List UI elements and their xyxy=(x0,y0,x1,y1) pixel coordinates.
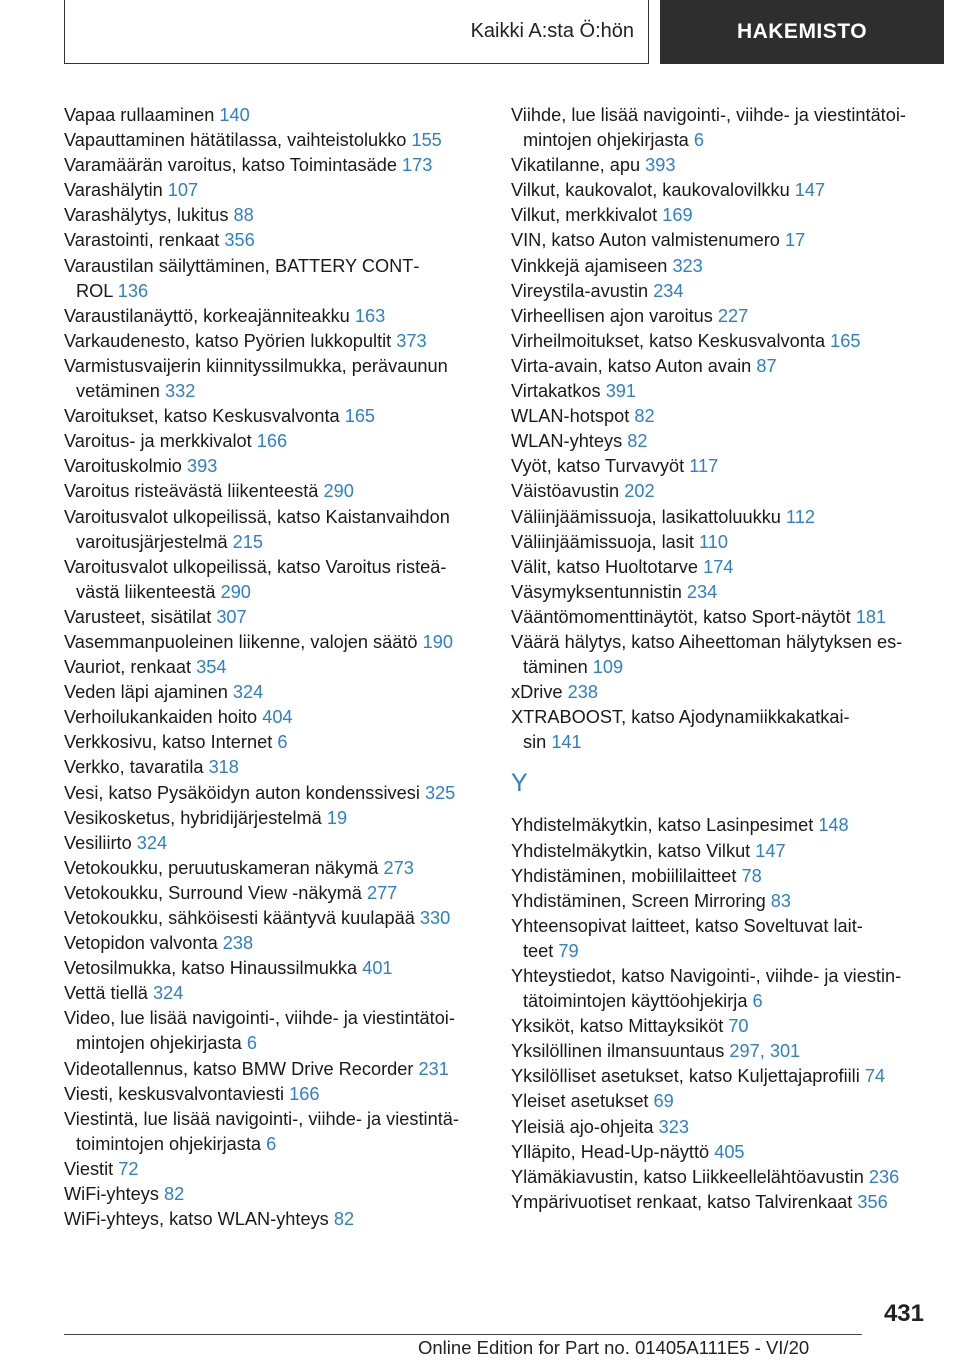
page-reference-link[interactable]: 324 xyxy=(152,983,184,1004)
index-entry-text: Vesikosketus, hybridijärjestelmä xyxy=(64,807,327,828)
page-reference-link[interactable]: 110 xyxy=(699,531,729,552)
page-reference-link[interactable]: 231 xyxy=(418,1058,449,1079)
page-reference-link[interactable]: 165 xyxy=(344,406,376,427)
index-entry-line xyxy=(511,989,931,1014)
page-reference-link[interactable]: 166 xyxy=(256,431,288,452)
page-reference-link[interactable]: 332 xyxy=(164,381,196,402)
index-entry-text: teet xyxy=(523,940,559,961)
index-entry-line xyxy=(64,530,484,555)
index-group-v xyxy=(511,103,931,755)
index-entry-line xyxy=(511,279,931,304)
page-reference-link[interactable]: 227 xyxy=(717,305,749,326)
page-reference-link[interactable]: 82 xyxy=(634,406,655,427)
page-reference-link[interactable]: 107 xyxy=(167,180,199,201)
index-entry-line xyxy=(511,813,931,838)
index-entry-line xyxy=(64,730,484,755)
index-entry-text: Vesiliirto xyxy=(64,832,137,853)
index-entry-line xyxy=(64,781,484,806)
page-reference-link[interactable]: 324 xyxy=(232,682,264,703)
index-entry-line xyxy=(64,203,484,228)
index-entry-line xyxy=(511,939,931,964)
index-entry-line xyxy=(511,1140,931,1165)
index-entry-text: sin xyxy=(523,732,552,753)
page-reference-link[interactable]: 166 xyxy=(289,1083,320,1104)
index-entry-line xyxy=(64,479,484,504)
index-entry-text: Virtakatkos xyxy=(511,381,606,402)
index-entry-line xyxy=(64,881,484,906)
page-reference-link[interactable]: 404 xyxy=(262,707,293,728)
page-reference-link[interactable]: 78 xyxy=(741,865,762,886)
page-reference-link[interactable]: 112 xyxy=(785,506,815,527)
page-reference-link[interactable]: 202 xyxy=(624,481,655,502)
index-entry-line xyxy=(511,914,931,939)
index-entry-text: Varoitusvalot ulkopeilissä, katso Varoitus risteä‐ xyxy=(64,556,447,577)
page-reference-link[interactable]: 323 xyxy=(672,255,703,276)
index-entry-text: Ylämäkiavustin, katso Liikkeellelähtöavustin xyxy=(511,1166,869,1187)
index-entry-line xyxy=(511,864,931,889)
page-reference-link[interactable]: 236 xyxy=(868,1166,900,1187)
footer-edition-text: Online Edition for Part no. 01405A111E5 - VI/20 xyxy=(418,1337,810,1358)
index-entry-text: Varoitusvalot ulkopeilissä, katso Kaistanvaihdon xyxy=(64,506,450,527)
index-entry-text: Varusteet, sisätilat xyxy=(64,606,217,627)
index-entry-line xyxy=(64,931,484,956)
page-number: 431 xyxy=(883,1300,924,1327)
page-reference-link[interactable]: 354 xyxy=(196,657,227,678)
page-reference-link[interactable]: 165 xyxy=(830,330,861,351)
index-entry-line xyxy=(511,429,931,454)
index-entry-line xyxy=(511,1089,931,1114)
index-entry-text: mintojen ohjekirjasta xyxy=(523,130,694,151)
index-entry-text: WiFi-yhteys, katso WLAN-yhteys xyxy=(64,1209,334,1230)
index-entry-line xyxy=(64,254,484,279)
index-entry-text: Vapaa rullaaminen xyxy=(64,105,220,125)
index-entry-text: Yhdistäminen, Screen Mirroring xyxy=(511,890,771,911)
header-section-tab[interactable] xyxy=(64,0,649,64)
index-entry-text: tätoimintojen käyttöohjekirja xyxy=(523,991,753,1012)
index-entry-text: Vyöt, katso Turvavyöt xyxy=(511,456,690,477)
index-entry-text: Vääntömomenttinäytöt, katso Sport-näytöt xyxy=(511,606,856,627)
index-entry-text: Ympärivuotiset renkaat, katso Talvirenkaat xyxy=(511,1191,858,1212)
page-reference-link[interactable]: 147 xyxy=(794,180,826,201)
header-active-tab-label: HAKEMISTO xyxy=(736,20,868,43)
index-entry-line xyxy=(511,839,931,864)
page-reference-link[interactable]: 88 xyxy=(233,205,254,226)
index-entry-line xyxy=(511,454,931,479)
index-entry-text: Yleiset asetukset xyxy=(511,1091,654,1112)
page-reference-link[interactable]: 401 xyxy=(362,958,393,979)
index-entry-line xyxy=(64,1207,484,1232)
index-entry-line xyxy=(511,730,931,755)
page-reference-link[interactable]: 238 xyxy=(567,682,598,703)
index-entry-line xyxy=(64,1031,484,1056)
index-entry-line xyxy=(64,505,484,530)
page-reference-link[interactable]: 82 xyxy=(627,431,648,452)
index-entry-line xyxy=(64,680,484,705)
index-entry-line xyxy=(511,555,931,580)
page-reference-link[interactable]: 163 xyxy=(354,305,386,326)
index-entry-text: Verhoilukankaiden hoito xyxy=(64,707,263,728)
index-entry-line xyxy=(64,956,484,981)
index-entry-text: Varoitukset, katso Keskusvalvonta xyxy=(64,406,345,427)
index-entry-line xyxy=(64,831,484,856)
section-letter: Y xyxy=(511,769,528,798)
index-entry-text: Virheellisen ajon varoitus xyxy=(511,305,718,326)
index-entry-line xyxy=(511,1039,931,1064)
page-reference-link[interactable]: 373 xyxy=(396,330,427,351)
index-entry-text: XTRABOOST, katso Ajodynamiikkakatkai‐ xyxy=(511,707,850,728)
index-entry-text: Videotallennus, katso BMW Drive Recorder xyxy=(64,1058,419,1079)
index-entry-line xyxy=(64,404,484,429)
index-entry-text: Vetokoukku, Surround View -näkymä xyxy=(64,882,367,903)
index-entry-line xyxy=(511,354,931,379)
index-entry-line xyxy=(64,806,484,831)
index-entry-line xyxy=(64,103,484,128)
index-entry-text: Varamäärän varoitus, katso Toimintasäde xyxy=(64,155,402,176)
page-reference-link[interactable]: 181 xyxy=(855,606,887,627)
index-entry-line xyxy=(511,329,931,354)
index-entry-text: mintojen ohjekirjasta xyxy=(76,1033,247,1054)
index-entry-line xyxy=(511,1014,931,1039)
index-entry-line xyxy=(64,580,484,605)
page-reference-link[interactable]: 190 xyxy=(422,631,453,652)
page-reference-link[interactable]: 87 xyxy=(756,355,777,376)
index-entry-line xyxy=(511,203,931,228)
index-entry-text: Vetokoukku, sähköisesti kääntyvä kuulapää xyxy=(64,908,420,928)
page-reference-link[interactable]: 6 xyxy=(752,991,763,1012)
index-entry-text: VIN, katso Auton valmistenumero xyxy=(511,230,785,251)
page-reference-link[interactable]: 393 xyxy=(645,155,676,176)
index-entry-text: Viihde, lue lisää navigointi-, viihde- ja viestintätoi‐ xyxy=(511,105,906,125)
index-entry-line xyxy=(64,1107,484,1132)
index-entry-text: Vauriot, renkaat xyxy=(64,657,197,678)
index-entry-line xyxy=(511,178,931,203)
index-entry-line xyxy=(511,153,931,178)
index-entry-text: Varmistusvaijerin kiinnityssilmukka, perävaunun xyxy=(64,355,448,376)
page-reference-link[interactable]: 356 xyxy=(224,230,255,251)
page-reference-link[interactable]: 325 xyxy=(424,782,456,803)
index-entry-line xyxy=(64,329,484,354)
index-entry-line xyxy=(64,279,484,304)
index-column-right xyxy=(511,103,931,1215)
index-entry-line xyxy=(64,1182,484,1207)
index-entry-line xyxy=(64,1057,484,1082)
index-entry-line xyxy=(511,1190,931,1215)
page-reference-link[interactable]: 290 xyxy=(323,481,354,502)
index-entry-line xyxy=(511,889,931,914)
index-entry-text: Varashälytys, lukitus xyxy=(64,205,234,226)
index-entry-text: Väärä hälytys, katso Aiheettoman hälytyksen es‐ xyxy=(511,631,903,652)
index-entry-text: Video, lue lisää navigointi-, viihde- ja viestintätoi‐ xyxy=(64,1008,455,1029)
index-entry-text: Vireystila-avustin xyxy=(511,280,654,301)
index-entry-line xyxy=(64,128,484,153)
index-entry-text: Vinkkejä ajamiseen xyxy=(511,255,673,276)
index-entry-text: Vesi, katso Pysäköidyn auton kondenssivesi xyxy=(64,782,425,803)
page-reference-link[interactable]: 117 xyxy=(689,456,719,477)
index-entry-line xyxy=(64,304,484,329)
index-entry-line xyxy=(511,1064,931,1089)
index-entry-text: Yksiköt, katso Mittayksiköt xyxy=(511,1016,729,1037)
page-reference-link[interactable]: 147 xyxy=(755,840,786,861)
index-entry-text: Väistöavustin xyxy=(511,481,625,502)
index-entry-line xyxy=(511,254,931,279)
page-reference-link[interactable]: 318 xyxy=(208,757,239,778)
page-reference-link[interactable]: 234 xyxy=(686,581,718,602)
page-reference-link[interactable]: 6 xyxy=(277,732,288,753)
index-entry-line xyxy=(64,153,484,178)
index-entry-text: Vasemmanpuoleinen liikenne, valojen säätö xyxy=(64,631,423,652)
index-entry-text: Verkko, tavaratila xyxy=(64,757,209,778)
index-entry-line xyxy=(511,605,931,630)
index-entry-line xyxy=(511,479,931,504)
index-entry-line xyxy=(511,128,931,153)
index-entry-text: WiFi-yhteys xyxy=(64,1184,165,1205)
index-entry-text: toimintojen ohjekirjasta xyxy=(76,1133,267,1154)
index-entry-text: Ylläpito, Head-Up-näyttö xyxy=(511,1141,715,1162)
index-entry-text: varoitusjärjestelmä xyxy=(76,531,233,552)
page-reference-link[interactable]: 82 xyxy=(333,1209,355,1230)
index-entry-line xyxy=(511,304,931,329)
index-entry-text: Vetopidon valvonta xyxy=(64,933,223,954)
index-entry-line xyxy=(64,605,484,630)
index-entry-text: vetäminen xyxy=(76,381,165,402)
index-entry-text: ROL xyxy=(76,280,118,301)
page-reference-link[interactable]: 6 xyxy=(266,1133,277,1154)
page-reference-link[interactable]: 330 xyxy=(419,908,451,928)
index-entry-text: Varoituskolmio xyxy=(64,456,187,477)
index-column-left xyxy=(64,103,484,1232)
page-reference-link[interactable]: 155 xyxy=(411,130,442,151)
index-entry-text: Yhteensopivat laitteet, katso Soveltuvat lait‐ xyxy=(511,915,863,936)
page-reference-link[interactable]: 169 xyxy=(662,205,693,226)
index-entry-line xyxy=(511,964,931,989)
index-entry-text: Vilkut, kaukovalot, kaukovalovilkku xyxy=(511,180,795,201)
page-reference-link[interactable]: 148 xyxy=(818,815,849,836)
index-entry-text: Vetokoukku, peruutuskameran näkymä xyxy=(64,857,384,878)
index-entry-line xyxy=(511,1115,931,1140)
page-reference-link[interactable]: 70 xyxy=(728,1016,749,1037)
page-reference-link[interactable]: 277 xyxy=(366,882,398,903)
index-entry-line xyxy=(511,705,931,730)
page-reference-link[interactable]: 72 xyxy=(118,1158,139,1179)
page-reference-link[interactable]: 109 xyxy=(592,657,624,678)
page-reference-link[interactable]: 174 xyxy=(703,556,734,577)
index-entry-text: Verkkosivu, katso Internet xyxy=(64,732,278,753)
index-entry-text: Viestintä, lue lisää navigointi-, viihde- ja viestintä‐ xyxy=(64,1108,459,1129)
index-entry-text: Välit, katso Huoltotarve xyxy=(511,556,704,577)
index-entry-text: Yhdistäminen, mobiililaitteet xyxy=(511,865,742,886)
page-reference-link[interactable]: 19 xyxy=(326,807,348,828)
page-reference-link[interactable]: 79 xyxy=(558,940,579,961)
page-reference-link[interactable]: 6 xyxy=(246,1033,257,1054)
index-entry-text: Väliinjäämissuoja, lasikattoluukku xyxy=(511,506,786,527)
page-reference-link[interactable]: 6 xyxy=(693,130,704,151)
index-entry-line xyxy=(511,404,931,429)
index-entry-line xyxy=(64,1157,484,1182)
page-reference-link[interactable]: 356 xyxy=(857,1191,888,1212)
page-reference-link[interactable]: 238 xyxy=(222,933,254,954)
page-reference-link[interactable]: 323 xyxy=(658,1116,689,1137)
index-entry-line xyxy=(64,454,484,479)
index-entry-text: Varoitus risteävästä liikenteestä xyxy=(64,481,324,502)
index-entry-text: Varoitus- ja merkkivalot xyxy=(64,431,257,452)
index-entry-text: Virta-avain, katso Auton avain xyxy=(511,355,757,376)
index-entry-text: Vilkut, merkkivalot xyxy=(511,205,663,226)
index-entry-line xyxy=(64,1082,484,1107)
index-entry-text: Yhdistelmäkytkin, katso Vilkut xyxy=(511,840,756,861)
index-entry-line xyxy=(64,856,484,881)
index-entry-text: Varaustilanäyttö, korkeajänniteakku xyxy=(64,305,355,326)
page-reference-link[interactable]: 297, 301 xyxy=(729,1041,801,1062)
index-entry-text: Vettä tiellä xyxy=(64,983,153,1004)
index-entry-line xyxy=(511,505,931,530)
index-entry-text: Yksilöllinen ilmansuuntaus xyxy=(511,1041,730,1062)
index-entry-text: Varaustilan säilyttäminen, BATTERY CONT‐ xyxy=(64,255,420,276)
page-reference-link[interactable]: 136 xyxy=(117,280,149,301)
index-entry-line xyxy=(511,630,931,655)
index-entry-line xyxy=(64,705,484,730)
index-group-y xyxy=(511,813,931,1215)
index-entry-text: täminen xyxy=(523,657,593,678)
index-entry-line xyxy=(511,580,931,605)
page-reference-link[interactable]: 290 xyxy=(220,581,251,602)
index-entry-text: Vetosilmukka, katso Hinaussilmukka xyxy=(64,958,363,979)
index-entry-line xyxy=(64,1006,484,1031)
page-reference-link[interactable]: 141 xyxy=(551,732,582,753)
index-entry-line xyxy=(64,429,484,454)
index-entry-text: Vapauttaminen hätätilassa, vaihteistolukko xyxy=(64,130,412,151)
index-entry-text: Yksilölliset asetukset, katso Kuljettajaprofiili xyxy=(511,1066,865,1087)
index-entry-text: Väsymyksentunnistin xyxy=(511,581,687,602)
index-entry-text: Väliinjäämissuoja, lasit xyxy=(511,531,700,552)
index-entry-line xyxy=(64,555,484,580)
page-reference-link[interactable]: 405 xyxy=(714,1141,745,1162)
index-entry-line xyxy=(64,354,484,379)
page-reference-link[interactable]: 393 xyxy=(186,456,218,477)
index-entry-line xyxy=(511,103,931,128)
index-entry-text: Viesti, keskusvalvontaviesti xyxy=(64,1083,290,1104)
page-reference-link[interactable]: 324 xyxy=(136,832,168,853)
index-entry-line xyxy=(64,1132,484,1157)
index-entry-line xyxy=(511,1165,931,1190)
index-entry-line xyxy=(64,981,484,1006)
page-reference-link[interactable]: 82 xyxy=(164,1184,185,1205)
index-entry-line xyxy=(64,755,484,780)
index-entry-text: Virheilmoitukset, katso Keskusvalvonta xyxy=(511,330,831,351)
page-reference-link[interactable]: 140 xyxy=(219,105,250,125)
index-entry-text: Yhdistelmäkytkin, katso Lasinpesimet xyxy=(511,815,819,836)
index-entry-text: Yhteystiedot, katso Navigointi-, viihde- ja viestin‐ xyxy=(511,966,902,986)
page-reference-link[interactable]: 215 xyxy=(232,531,264,552)
header-active-tab[interactable] xyxy=(660,0,944,64)
index-entry-line xyxy=(64,178,484,203)
index-entry-text: Varastointi, renkaat xyxy=(64,230,225,251)
index-entry-line xyxy=(511,379,931,404)
index-entry-text: Viestit xyxy=(64,1158,119,1179)
index-entry-line xyxy=(511,680,931,705)
index-entry-line xyxy=(511,530,931,555)
index-entry-text: WLAN-yhteys xyxy=(511,431,628,452)
page-reference-link[interactable]: 234 xyxy=(653,280,684,301)
index-entry-text: Varkaudenesto, katso Pyörien lukkopultit xyxy=(64,330,397,351)
page-reference-link[interactable]: 69 xyxy=(653,1091,674,1112)
page-reference-link[interactable]: 74 xyxy=(864,1066,886,1087)
index-entry-line xyxy=(64,379,484,404)
index-entry-text: Varashälytin xyxy=(64,180,168,201)
index-entry-line xyxy=(64,655,484,680)
page-reference-link[interactable]: 391 xyxy=(605,381,637,402)
index-entry-text: xDrive xyxy=(511,682,568,703)
index-entry-text: västä liikenteestä xyxy=(76,581,221,602)
header-section-tab-label: Kaikki A:sta Ö:hön xyxy=(470,20,634,42)
page-reference-link[interactable]: 273 xyxy=(383,857,414,878)
index-entry-text: Vikatilanne, apu xyxy=(511,155,646,176)
page-reference-link[interactable]: 17 xyxy=(784,230,806,251)
index-entry-text: Yleisiä ajo-ohjeita xyxy=(511,1116,659,1137)
index-entry-line xyxy=(64,906,484,931)
page-reference-link[interactable]: 83 xyxy=(770,890,792,911)
page-reference-link[interactable]: 173 xyxy=(402,155,433,176)
page-reference-link[interactable]: 307 xyxy=(216,606,247,627)
index-entry-text: Veden läpi ajaminen xyxy=(64,682,233,703)
index-entry-line xyxy=(64,630,484,655)
index-entry-text: WLAN-hotspot xyxy=(511,406,635,427)
index-entry-line xyxy=(64,228,484,253)
index-entry-line xyxy=(511,228,931,253)
index-entry-line xyxy=(511,655,931,680)
footer-rule xyxy=(64,1334,862,1335)
